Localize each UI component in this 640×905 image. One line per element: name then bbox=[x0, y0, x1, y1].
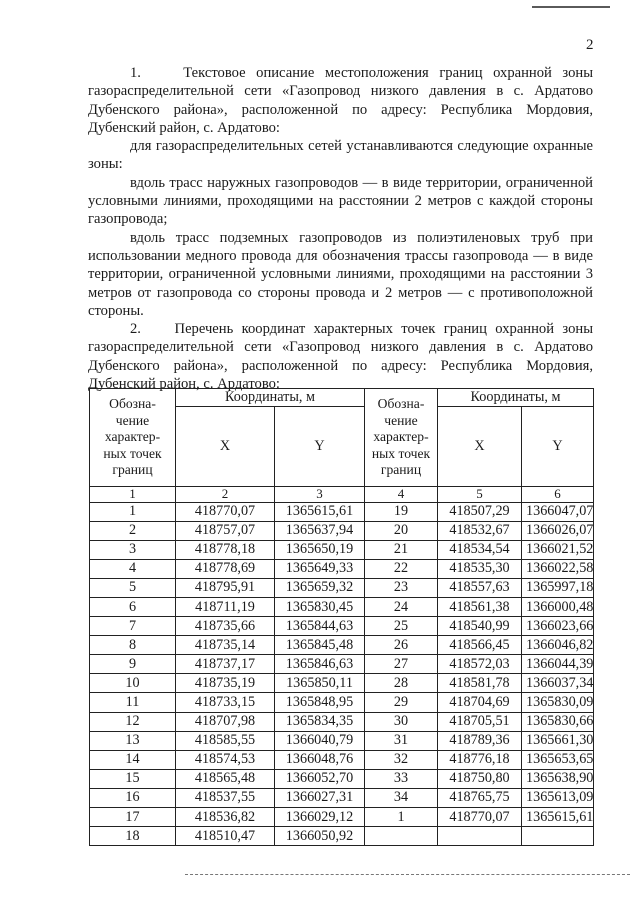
x-right: 418776,18 bbox=[438, 750, 522, 769]
x-right: 418566,45 bbox=[438, 636, 522, 655]
x-header-right: X bbox=[438, 406, 522, 486]
y-right: 1366023,66 bbox=[522, 617, 594, 636]
table-row bbox=[90, 769, 594, 788]
column-number: 6 bbox=[522, 486, 594, 502]
point-id-left: 16 bbox=[90, 788, 176, 807]
y-right: 1366046,82 bbox=[522, 636, 594, 655]
point-id-right: 23 bbox=[365, 578, 438, 597]
point-designation-header-left: Обозна-чение характер-ных точек границ bbox=[90, 389, 176, 487]
paragraph-5 bbox=[88, 320, 593, 393]
table-row bbox=[90, 502, 594, 521]
y-right: 1365653,65 bbox=[522, 750, 594, 769]
x-right: 418507,29 bbox=[438, 502, 522, 521]
x-left: 418565,48 bbox=[176, 769, 275, 788]
point-id-left: 6 bbox=[90, 597, 176, 616]
point-id-left: 18 bbox=[90, 827, 176, 846]
x-right bbox=[438, 827, 522, 846]
y-left: 1366027,31 bbox=[275, 788, 365, 807]
point-id-left: 5 bbox=[90, 578, 176, 597]
scan-mark bbox=[532, 6, 610, 8]
table-row bbox=[90, 655, 594, 674]
point-id-left: 3 bbox=[90, 540, 176, 559]
y-right: 1366037,34 bbox=[522, 674, 594, 693]
y-left: 1366050,92 bbox=[275, 827, 365, 846]
table-row bbox=[90, 731, 594, 750]
x-right: 418789,36 bbox=[438, 731, 522, 750]
point-id-right: 28 bbox=[365, 674, 438, 693]
x-left: 418711,19 bbox=[176, 597, 275, 616]
paragraph-5-number: 2. bbox=[130, 321, 141, 338]
y-header-right: Y bbox=[522, 406, 594, 486]
y-left: 1365848,95 bbox=[275, 693, 365, 712]
point-id-right: 26 bbox=[365, 636, 438, 655]
x-right: 418581,78 bbox=[438, 674, 522, 693]
x-left: 418733,15 bbox=[176, 693, 275, 712]
x-right: 418540,99 bbox=[438, 617, 522, 636]
table-row bbox=[90, 636, 594, 655]
x-right: 418572,03 bbox=[438, 655, 522, 674]
bottom-dashed-line bbox=[185, 874, 630, 875]
point-id-right: 34 bbox=[365, 788, 438, 807]
point-id-left: 8 bbox=[90, 636, 176, 655]
y-right: 1365615,61 bbox=[522, 808, 594, 827]
point-id-left: 12 bbox=[90, 712, 176, 731]
x-left: 418795,91 bbox=[176, 578, 275, 597]
table-row bbox=[90, 578, 594, 597]
x-left: 418707,98 bbox=[176, 712, 275, 731]
y-right: 1365638,90 bbox=[522, 769, 594, 788]
column-number: 5 bbox=[438, 486, 522, 502]
x-left: 418735,66 bbox=[176, 617, 275, 636]
point-id-right: 29 bbox=[365, 693, 438, 712]
paragraph-1 bbox=[88, 64, 593, 137]
point-id-right: 30 bbox=[365, 712, 438, 731]
x-right: 418535,30 bbox=[438, 559, 522, 578]
paragraph-3: вдоль трасс наружных газопроводов — в виде территории, ограниченной условными линиями, проходящими на расстоянии 2 метров с каждой стороны газопровода; bbox=[88, 174, 593, 228]
point-id-right: 24 bbox=[365, 597, 438, 616]
y-left: 1365846,63 bbox=[275, 655, 365, 674]
point-id-left: 1 bbox=[90, 502, 176, 521]
paragraph-2: для газораспределительных сетей устанавливаются следующие охранные зоны: bbox=[88, 138, 593, 173]
point-id-right: 20 bbox=[365, 521, 438, 540]
point-id-left: 2 bbox=[90, 521, 176, 540]
table-row bbox=[90, 597, 594, 616]
table-row bbox=[90, 674, 594, 693]
y-left: 1366048,76 bbox=[275, 750, 365, 769]
y-left: 1365844,63 bbox=[275, 617, 365, 636]
point-id-right: 21 bbox=[365, 540, 438, 559]
table-row bbox=[90, 827, 594, 846]
point-id-left: 10 bbox=[90, 674, 176, 693]
x-left: 418574,53 bbox=[176, 750, 275, 769]
point-id-left: 14 bbox=[90, 750, 176, 769]
point-id-right: 31 bbox=[365, 731, 438, 750]
y-right: 1366044,39 bbox=[522, 655, 594, 674]
x-left: 418778,18 bbox=[176, 540, 275, 559]
x-left: 418537,55 bbox=[176, 788, 275, 807]
x-left: 418778,69 bbox=[176, 559, 275, 578]
point-id-right: 32 bbox=[365, 750, 438, 769]
y-header-left: Y bbox=[275, 406, 365, 486]
table-row bbox=[90, 808, 594, 827]
y-left: 1365834,35 bbox=[275, 712, 365, 731]
column-number: 4 bbox=[365, 486, 438, 502]
y-left: 1365659,32 bbox=[275, 578, 365, 597]
point-id-left: 9 bbox=[90, 655, 176, 674]
column-number: 2 bbox=[176, 486, 275, 502]
x-left: 418536,82 bbox=[176, 808, 275, 827]
paragraph-1-number: 1. bbox=[130, 65, 141, 81]
point-id-left: 11 bbox=[90, 693, 176, 712]
y-right: 1366022,58 bbox=[522, 559, 594, 578]
table-row bbox=[90, 617, 594, 636]
x-right: 418705,51 bbox=[438, 712, 522, 731]
y-left: 1365845,48 bbox=[275, 636, 365, 655]
point-id-right: 1 bbox=[365, 808, 438, 827]
y-left: 1365830,45 bbox=[275, 597, 365, 616]
x-right: 418534,54 bbox=[438, 540, 522, 559]
y-right: 1365830,09 bbox=[522, 693, 594, 712]
coords-header-left: Координаты, м bbox=[176, 389, 365, 407]
y-left: 1365637,94 bbox=[275, 521, 365, 540]
y-left: 1365850,11 bbox=[275, 674, 365, 693]
point-id-left: 7 bbox=[90, 617, 176, 636]
point-id-right bbox=[365, 827, 438, 846]
x-left: 418585,55 bbox=[176, 731, 275, 750]
x-header-left: X bbox=[176, 406, 275, 486]
y-right: 1366047,07 bbox=[522, 502, 594, 521]
point-designation-header-right: Обозна-чение характер-ных точек границ bbox=[365, 389, 438, 487]
y-left: 1366052,70 bbox=[275, 769, 365, 788]
y-left: 1365649,33 bbox=[275, 559, 365, 578]
y-right: 1366000,48 bbox=[522, 597, 594, 616]
y-right: 1365613,09 bbox=[522, 788, 594, 807]
column-number: 1 bbox=[90, 486, 176, 502]
x-right: 418557,63 bbox=[438, 578, 522, 597]
x-right: 418561,38 bbox=[438, 597, 522, 616]
paragraph-5-text: Перечень координат характерных точек границ охранной зоны газораспределительной сети «Газопровод низкого давления в с. Ардатово Дубенского района», расположенной по адресу: Республика Мордовия, Дубенский район, с. Ардатово: bbox=[88, 321, 594, 393]
page-number: 2 bbox=[586, 37, 594, 53]
table-row bbox=[90, 693, 594, 712]
x-right: 418770,07 bbox=[438, 808, 522, 827]
x-left: 418735,14 bbox=[176, 636, 275, 655]
table-row bbox=[90, 540, 594, 559]
point-id-left: 15 bbox=[90, 769, 176, 788]
point-id-right: 33 bbox=[365, 769, 438, 788]
x-left: 418510,47 bbox=[176, 827, 275, 846]
y-right bbox=[522, 827, 594, 846]
y-right: 1365997,18 bbox=[522, 578, 594, 597]
point-id-right: 22 bbox=[365, 559, 438, 578]
point-id-right: 19 bbox=[365, 502, 438, 521]
column-numbers-row bbox=[90, 486, 594, 502]
table-header-row bbox=[90, 389, 594, 407]
table-row bbox=[90, 559, 594, 578]
x-right: 418750,80 bbox=[438, 769, 522, 788]
x-right: 418765,75 bbox=[438, 788, 522, 807]
document-body bbox=[88, 64, 593, 393]
x-right: 418704,69 bbox=[438, 693, 522, 712]
y-right: 1365830,66 bbox=[522, 712, 594, 731]
table-row bbox=[90, 750, 594, 769]
y-left: 1366040,79 bbox=[275, 731, 365, 750]
point-id-left: 4 bbox=[90, 559, 176, 578]
y-left: 1366029,12 bbox=[275, 808, 365, 827]
x-left: 418737,17 bbox=[176, 655, 275, 674]
table-row bbox=[90, 521, 594, 540]
paragraph-1-text: Текстовое описание местоположения границ охранной зоны газораспределительной сети «Газопровод низкого давления в с. Ардатово Дубенского района», расположенной по адресу: Республика Мордовия, Дубенский район, с. Ардатово: bbox=[88, 65, 593, 136]
table-row bbox=[90, 788, 594, 807]
y-left: 1365615,61 bbox=[275, 502, 365, 521]
table-row bbox=[90, 712, 594, 731]
paragraph-4: вдоль трасс подземных газопроводов из полиэтиленовых труб при использовании медного провода для обозначения трассы газопровода — в виде территории, ограниченной условными линиями, проходящими на расстоянии 3 метров от газопровода со стороны провода и 2 метров — с противоположной стороны. bbox=[88, 229, 593, 319]
x-right: 418532,67 bbox=[438, 521, 522, 540]
y-right: 1366021,52 bbox=[522, 540, 594, 559]
column-number: 3 bbox=[275, 486, 365, 502]
point-id-right: 27 bbox=[365, 655, 438, 674]
x-left: 418735,19 bbox=[176, 674, 275, 693]
x-left: 418770,07 bbox=[176, 502, 275, 521]
point-id-right: 25 bbox=[365, 617, 438, 636]
point-id-left: 13 bbox=[90, 731, 176, 750]
y-left: 1365650,19 bbox=[275, 540, 365, 559]
y-right: 1365661,30 bbox=[522, 731, 594, 750]
x-left: 418757,07 bbox=[176, 521, 275, 540]
coords-header-right: Координаты, м bbox=[438, 389, 594, 407]
point-id-left: 17 bbox=[90, 808, 176, 827]
coordinates-table bbox=[89, 388, 594, 846]
y-right: 1366026,07 bbox=[522, 521, 594, 540]
